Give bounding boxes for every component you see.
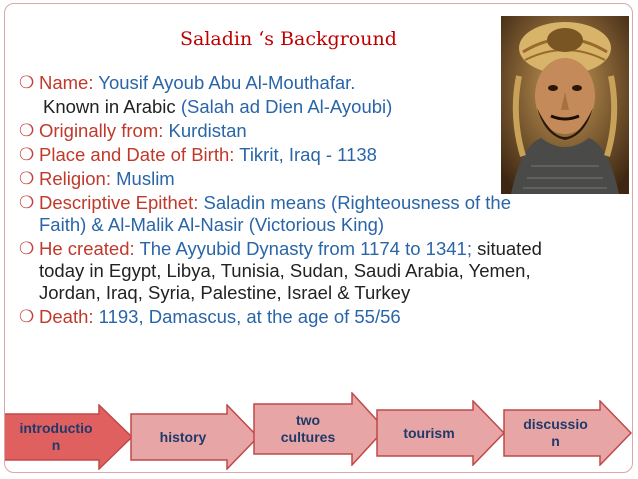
slide xyxy=(4,3,633,473)
nav-two-cultures-button[interactable] xyxy=(252,392,388,466)
nav-discussion-label: discussio n xyxy=(523,416,588,449)
bullet-name: ❍ Name: Yousif Ayoub Abu Al-Mouthafar. xyxy=(19,72,356,93)
bullet-icon: ❍ xyxy=(19,193,35,212)
bullet-icon: ❍ xyxy=(19,121,35,140)
bullet-icon: ❍ xyxy=(19,239,35,258)
bullet-origin: ❍ Originally from: Kurdistan xyxy=(19,120,247,141)
bullet-religion: ❍ Religion: Muslim xyxy=(19,168,175,189)
bullet-birth: ❍ Place and Date of Birth: Tikrit, Iraq - 1138 xyxy=(19,144,377,165)
nav-two-cultures-label: two cultures xyxy=(280,412,336,445)
nav-discussion-button[interactable] xyxy=(502,400,633,466)
bullet-list xyxy=(19,72,549,330)
bullet-arabic-name: Known in Arabic (Salah ad Dien Al-Ayoubi) xyxy=(43,96,393,117)
nav-history-button[interactable] xyxy=(129,404,261,470)
bullet-death: ❍ Death: 1193, Damascus, at the age of 55/56 xyxy=(19,306,401,327)
nav-tourism-label: tourism xyxy=(403,424,455,441)
nav-history-label: history xyxy=(159,428,207,445)
bullet-icon: ❍ xyxy=(19,145,35,164)
bullet-epithet: ❍ Descriptive Epithet: Saladin means (Righteousness of the Faith) & Al-Malik Al-Nasir (Victorious King) xyxy=(19,192,512,235)
slide-title: Saladin ‘s Background xyxy=(180,28,397,50)
bullet-dynasty: ❍ He created: The Ayyubid Dynasty from 1174 to 1341; situated today in Egypt, Libya, Tunisia, Sudan, Saudi Arabia, Yemen, Jordan, Iraq, Syria, Palestine, Israel & Turkey xyxy=(19,238,542,303)
bullet-icon: ❍ xyxy=(19,169,35,188)
bullet-icon: ❍ xyxy=(19,307,35,326)
bullet-icon: ❍ xyxy=(19,73,35,92)
nav-tourism-button[interactable] xyxy=(375,400,507,466)
nav-introduction-button[interactable] xyxy=(4,404,135,470)
nav-introduction-label: introductio n xyxy=(19,420,93,453)
